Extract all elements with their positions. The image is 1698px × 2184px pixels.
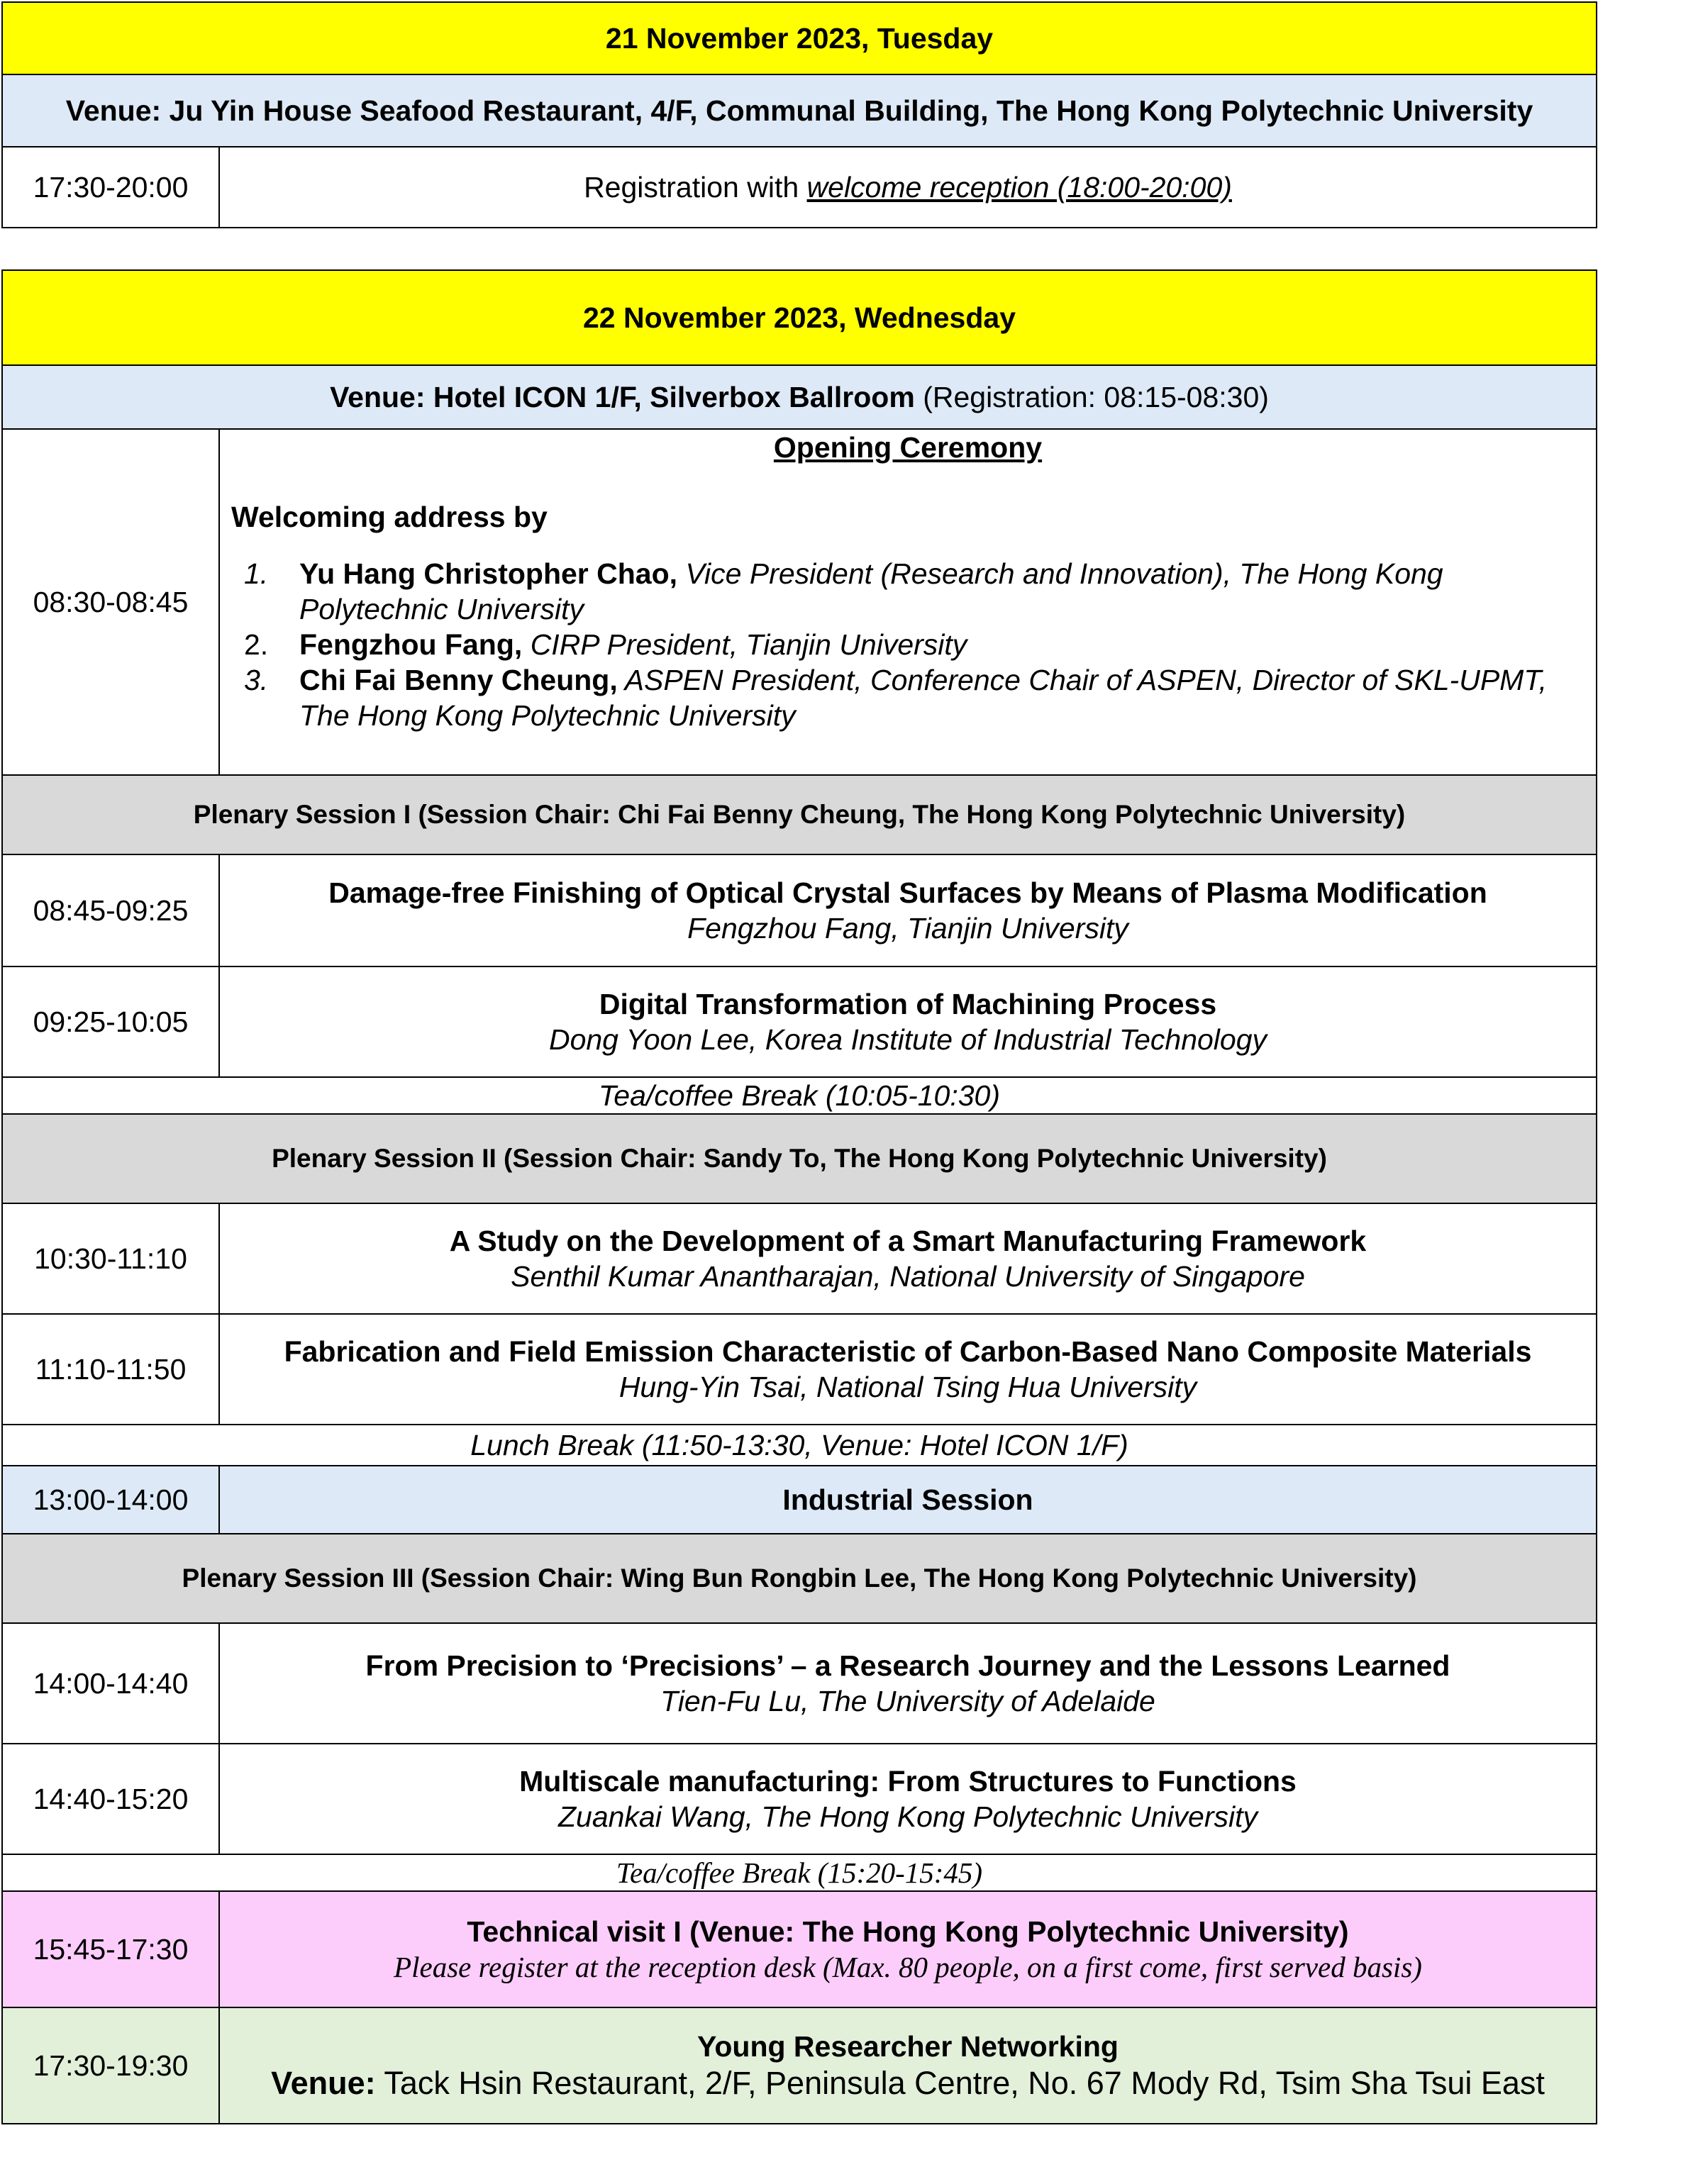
day1-venue: Venue: Ju Yin House Seafood Restaurant, 4/F, Communal Building, The Hong Kong Polytechnic University xyxy=(2,74,1597,147)
table-row xyxy=(2,1203,1597,1314)
table-row xyxy=(2,1314,1597,1425)
day2-venue xyxy=(2,365,1597,429)
time-slot: 17:30-19:30 xyxy=(2,2007,219,2124)
welcoming-address-intro: Welcoming address by xyxy=(231,501,548,533)
industrial-session-label: Industrial Session xyxy=(219,1466,1597,1534)
table-row xyxy=(2,1623,1597,1744)
list-item xyxy=(231,662,1585,733)
time-slot: 11:10-11:50 xyxy=(2,1314,219,1425)
plenary-session-2-header: Plenary Session II (Session Chair: Sandy To, The Hong Kong Polytechnic University) xyxy=(2,1114,1597,1203)
opening-ceremony-heading: Opening Ceremony xyxy=(773,431,1043,464)
talk-cell xyxy=(219,1623,1597,1744)
networking-venue-address: Tack Hsin Restaurant, 2/F, Peninsula Centre, No. 67 Mody Rd, Tsim Sha Tsui East xyxy=(375,2065,1545,2101)
tea-break-1: Tea/coffee Break (10:05-10:30) xyxy=(2,1077,1597,1114)
talk-cell xyxy=(219,1314,1597,1425)
welcome-reception-link[interactable]: welcome reception (18:00-20:00) xyxy=(806,170,1232,204)
technical-visit-cell xyxy=(219,1891,1597,2007)
table-row xyxy=(2,854,1597,966)
talk-speaker: Senthil Kumar Anantharajan, National University of Singapore xyxy=(511,1260,1305,1293)
opening-ceremony-cell xyxy=(219,429,1597,775)
speaker-role: Vice President (Research and Innovation), The Hong Kong Polytechnic University xyxy=(299,557,1443,625)
talk-cell xyxy=(219,966,1597,1077)
talk-cell xyxy=(219,1203,1597,1314)
registration-text: Registration with xyxy=(584,170,807,204)
table-row xyxy=(2,966,1597,1077)
technical-visit-note: Please register at the reception desk (Max. 80 people, on a first come, first served basis) xyxy=(394,1951,1422,1983)
networking-title: Young Researcher Networking xyxy=(697,2030,1119,2063)
time-slot: 08:45-09:25 xyxy=(2,854,219,966)
talk-title: Fabrication and Field Emission Characteristic of Carbon-Based Nano Composite Materials xyxy=(284,1335,1532,1368)
networking-venue-label: Venue: xyxy=(271,2065,376,2101)
list-item xyxy=(231,556,1585,627)
talk-speaker: Tien-Fu Lu, The University of Adelaide xyxy=(660,1685,1155,1717)
list-item xyxy=(231,627,1585,662)
talk-title: A Study on the Development of a Smart Manufacturing Framework xyxy=(449,1225,1367,1257)
day2-registration-note: (Registration: 08:15-08:30) xyxy=(914,381,1269,413)
networking-row xyxy=(2,2007,1597,2124)
speaker-name: Yu Hang Christopher Chao, xyxy=(299,557,678,590)
day1-row xyxy=(2,147,1597,228)
time-slot: 15:45-17:30 xyxy=(2,1891,219,2007)
day2-venue-name: Venue: Hotel ICON 1/F, Silverbox Ballroom xyxy=(330,381,915,413)
registration-cell xyxy=(219,147,1597,228)
welcoming-speakers-list xyxy=(231,556,1585,733)
day1-schedule-table xyxy=(1,1,1597,228)
talk-speaker: Dong Yoon Lee, Korea Institute of Industrial Technology xyxy=(548,1023,1267,1056)
list-number: 3. xyxy=(244,664,269,696)
talk-speaker: Fengzhou Fang, Tianjin University xyxy=(687,912,1128,945)
time-slot: 14:40-15:20 xyxy=(2,1744,219,1854)
speaker-name: Chi Fai Benny Cheung, xyxy=(299,664,618,696)
networking-cell xyxy=(219,2007,1597,2124)
speaker-role: ASPEN President, Conference Chair of ASPEN, Director of SKL-UPMT, The Hong Kong Polytechnic University xyxy=(299,664,1547,732)
day1-date-header: 21 November 2023, Tuesday xyxy=(2,2,1597,74)
day2-schedule-table xyxy=(1,269,1597,2124)
talk-title: Damage-free Finishing of Optical Crystal Surfaces by Means of Plasma Modification xyxy=(328,876,1487,909)
time-slot: 08:30-08:45 xyxy=(2,429,219,775)
time-slot: 17:30-20:00 xyxy=(2,147,219,228)
networking-venue xyxy=(231,2064,1585,2102)
time-slot: 14:00-14:40 xyxy=(2,1623,219,1744)
lunch-break: Lunch Break (11:50-13:30, Venue: Hotel ICON 1/F) xyxy=(2,1425,1597,1466)
table-row xyxy=(2,1744,1597,1854)
talk-cell xyxy=(219,1744,1597,1854)
talk-cell xyxy=(219,854,1597,966)
opening-ceremony-row xyxy=(2,429,1597,775)
time-slot: 09:25-10:05 xyxy=(2,966,219,1077)
time-slot: 13:00-14:00 xyxy=(2,1466,219,1534)
technical-visit-title: Technical visit I (Venue: The Hong Kong Polytechnic University) xyxy=(467,1915,1349,1948)
list-number: 1. xyxy=(244,557,269,590)
talk-speaker: Zuankai Wang, The Hong Kong Polytechnic University xyxy=(557,1800,1258,1833)
talk-speaker: Hung-Yin Tsai, National Tsing Hua University xyxy=(618,1371,1197,1403)
talk-title: Multiscale manufacturing: From Structures to Functions xyxy=(519,1765,1297,1798)
plenary-session-3-header: Plenary Session III (Session Chair: Wing Bun Rongbin Lee, The Hong Kong Polytechnic University) xyxy=(2,1534,1597,1623)
day2-date-header: 22 November 2023, Wednesday xyxy=(2,270,1597,365)
talk-title: Digital Transformation of Machining Process xyxy=(599,988,1217,1020)
list-number: 2. xyxy=(244,628,269,661)
tea-break-2: Tea/coffee Break (15:20-15:45) xyxy=(2,1854,1597,1891)
talk-title: From Precision to ‘Precisions’ – a Research Journey and the Lessons Learned xyxy=(365,1649,1450,1682)
technical-visit-row xyxy=(2,1891,1597,2007)
industrial-session-row xyxy=(2,1466,1597,1534)
time-slot: 10:30-11:10 xyxy=(2,1203,219,1314)
speaker-role: CIRP President, Tianjin University xyxy=(522,628,967,661)
speaker-name: Fengzhou Fang, xyxy=(299,628,523,661)
plenary-session-1-header: Plenary Session I (Session Chair: Chi Fai Benny Cheung, The Hong Kong Polytechnic University) xyxy=(2,775,1597,854)
